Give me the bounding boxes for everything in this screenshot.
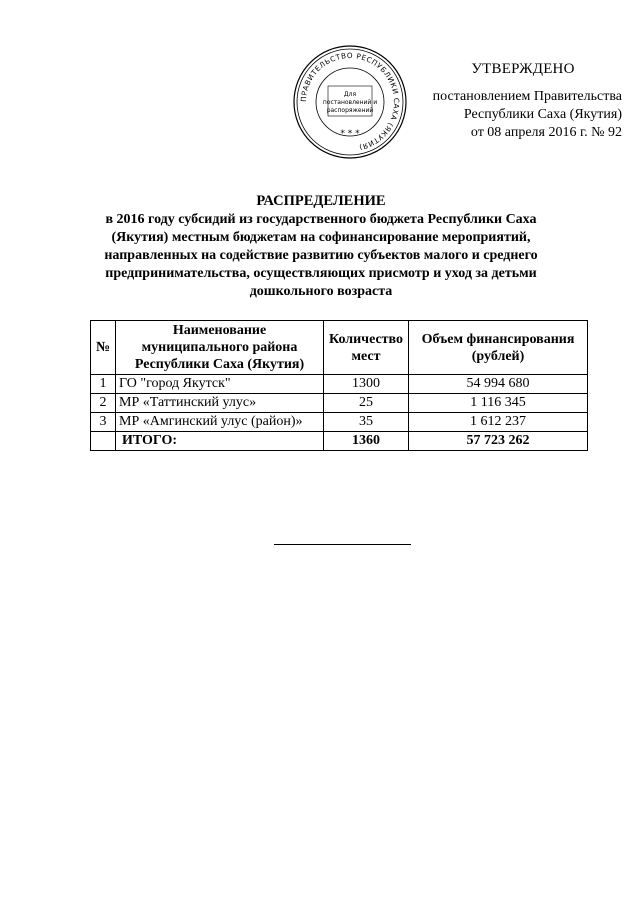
- approval-block: [388, 60, 628, 142]
- row-places-count: 35: [324, 413, 409, 432]
- stamp-stars: * * *: [340, 129, 360, 139]
- header-municipality: Наименование муниципального района Республики Саха (Якутия): [116, 321, 324, 375]
- row-municipality: МР «Амгинский улус (район)»: [116, 413, 324, 432]
- row-funding-amount: 1 116 345: [409, 394, 588, 413]
- row-number: 2: [91, 394, 116, 413]
- title-line-5: дошкольного возраста: [249, 284, 393, 299]
- document-title: [90, 192, 552, 301]
- row-funding-amount: 1 612 237: [409, 413, 588, 432]
- title-line-4: предпринимательства, осуществляющих присмотр и уход за детьми: [105, 266, 537, 281]
- row-number: 1: [91, 375, 116, 394]
- approval-line-date: от 08 апреля 2016 г. № 92: [470, 125, 622, 140]
- title-line-3: направленных на содействие развитию субъектов малого и среднего: [104, 248, 538, 263]
- total-funding-amount: 57 723 262: [409, 432, 588, 451]
- row-number: 3: [91, 413, 116, 432]
- header-number: №: [91, 321, 116, 375]
- table-header-row: [91, 321, 588, 375]
- approval-line-resolution: постановлением Правительства: [432, 89, 622, 104]
- total-number: [91, 432, 116, 451]
- row-municipality: ГО "город Якутск": [116, 375, 324, 394]
- title-line-2: (Якутия) местным бюджетам на софинансирование мероприятий,: [111, 230, 531, 245]
- approval-heading: УТВЕРЖДЕНО: [471, 61, 575, 77]
- header-funding-amount: Объем финансирования (рублей): [409, 321, 588, 375]
- official-stamp-seal: [292, 44, 408, 160]
- stamp-center-line-3: распоряжений: [326, 107, 374, 114]
- stamp-center-line-2: постановлений и: [322, 99, 378, 106]
- table-total-row: [91, 432, 588, 451]
- header-places-count: Количество мест: [324, 321, 409, 375]
- total-label: ИТОГО:: [116, 432, 324, 451]
- total-places-count: 1360: [324, 432, 409, 451]
- title-line-1: в 2016 году субсидий из государственного бюджета Республики Саха: [105, 212, 537, 227]
- row-municipality: МР «Таттинский улус»: [116, 394, 324, 413]
- row-funding-amount: 54 994 680: [409, 375, 588, 394]
- approval-line-republic: Республики Саха (Якутия): [463, 107, 622, 122]
- title-heading: РАСПРЕДЕЛЕНИЕ: [256, 193, 386, 209]
- stamp-ring-text: ПРАВИТЕЛЬСТВО РЕСПУБЛИКИ САХА (ЯКУТИЯ): [298, 50, 402, 153]
- distribution-table: [90, 320, 588, 451]
- row-places-count: 1300: [324, 375, 409, 394]
- stamp-center-line-1: Для: [343, 91, 357, 98]
- table-row: [91, 375, 588, 394]
- document-end-divider: [274, 544, 411, 545]
- table-row: [91, 413, 588, 432]
- row-places-count: 25: [324, 394, 409, 413]
- table-row: [91, 394, 588, 413]
